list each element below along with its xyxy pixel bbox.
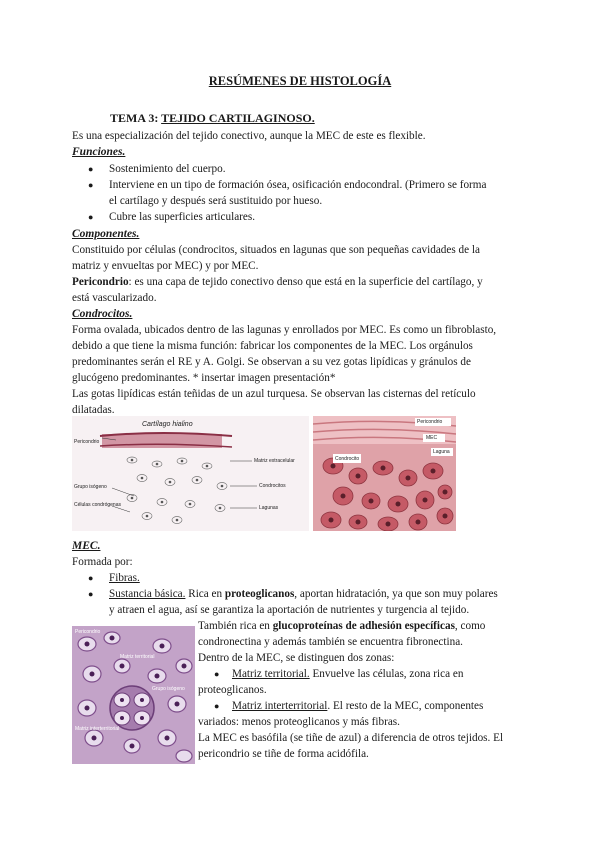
mec-text: condronectina y además también se encuentra fibronectina. [198, 636, 463, 648]
pericondrio-label: Pericondrio [72, 276, 129, 288]
funciones-item: Cubre las superficies articulares. [109, 211, 256, 223]
mec-text: pericondrio se tiñe de forma acidófila. [198, 748, 369, 760]
sketch-label: Células condrógenas [74, 502, 121, 508]
pericondrio-text: está vascularizado. [72, 292, 157, 304]
bullet-icon: ● [88, 212, 94, 222]
condrocitos-text: Forma ovalada, ubicados dentro de las lagunas y enrollados por MEC. Es como un fibroblasto, [72, 324, 497, 336]
proteoglicanos-term: proteoglicanos [224, 588, 295, 600]
mec-micro-label: Grupo isógeno [152, 686, 185, 692]
sketch-label: Lagunas [259, 505, 279, 511]
territorial-item-cont: proteoglicanos. [198, 684, 267, 696]
sketch-label: Pericondrio [74, 439, 100, 445]
funciones-item: Sostenimiento del cuerpo. [109, 163, 226, 175]
mec-text: También rica en glucoproteínas de adhesión específicas, como [198, 620, 486, 632]
sustancia-item: Sustancia básica. Rica en proteoglicanos, aportan hidratación, ya que son muy polares [109, 588, 498, 600]
mec-micrograph-image [72, 626, 195, 764]
mec-text: La MEC es basófila (se tiñe de azul) a diferencia de otros tejidos. El [198, 732, 504, 744]
micro-label: Laguna [433, 449, 450, 455]
funciones-item-cont: el cartílago y después será sustituido por hueso. [109, 195, 323, 207]
micro-label: MEC [426, 435, 438, 441]
mec-text: Dentro de la MEC, se distinguen dos zonas: [198, 652, 395, 664]
bullet-icon: ● [88, 573, 94, 583]
condrocitos-text: glucógeno predominantes. * insertar imagen presentación* [72, 372, 336, 384]
section-title [110, 111, 315, 126]
cartilage-micrograph-image [313, 416, 456, 531]
interterritorial-item-cont: variados: menos proteoglicanos y más fibras. [198, 716, 400, 728]
mec-micro-label: Matriz interterritorial [75, 726, 120, 732]
glucoproteinas-term: glucoproteínas de adhesión específicas [272, 620, 455, 632]
bullet-icon: ● [88, 164, 94, 174]
mec-formada: Formada por: [72, 556, 133, 568]
sketch-title: Cartílago hialino [142, 421, 193, 428]
territorial-item: Matriz territorial. Envuelve las células, zona rica en [232, 668, 464, 680]
interterritorial-label: Matriz interterritorial [232, 700, 328, 712]
cartilage-sketch-drawing [72, 416, 309, 531]
fibras-item: Fibras. [109, 572, 140, 584]
cartilage-micrograph-drawing [313, 416, 456, 531]
funciones-item: Interviene en un tipo de formación ósea, osificación endocondral. (Primero se forma [109, 179, 487, 191]
bullet-icon: ● [88, 180, 94, 190]
sustancia-label: Sustancia básica. [109, 588, 186, 600]
sketch-label: Grupo isógeno [74, 484, 107, 490]
sketch-label: Matriz extracelular [254, 458, 295, 464]
componentes-text: matriz y envueltas por MEC) y por MEC. [72, 260, 259, 272]
sketch-label: Condrocitos [259, 483, 286, 489]
mec-micro-label: Matriz territorial [120, 654, 155, 660]
condrocitos-text: dilatadas. [72, 404, 115, 416]
bullet-icon: ● [88, 589, 94, 599]
territorial-label: Matriz territorial. [232, 668, 310, 680]
cartilage-sketch-image [72, 416, 309, 531]
mec-heading: MEC. [72, 540, 101, 552]
componentes-text: Constituido por células (condrocitos, situados en lagunas que son pequeñas cavidades de la [72, 244, 480, 256]
page-title: RESÚMENES DE HISTOLOGÍA [208, 74, 392, 88]
condrocitos-text: debido a que tiene la misma función: fabricar los componentes de la MEC. Los orgánulos [72, 340, 473, 352]
funciones-heading: Funciones. [72, 146, 126, 158]
condrocitos-text: Las gotas lipídicas están teñidas de un azul turquesa. Se observan las cisternas del retículo [72, 388, 476, 400]
sustancia-item-cont: y atraen el agua, así se garantiza la aportación de nutrientes y turgencia al tejido. [109, 604, 470, 616]
componentes-heading: Componentes. [72, 228, 140, 240]
interterritorial-item: Matriz interterritorial. El resto de la MEC, componentes [232, 700, 484, 712]
condrocitos-text: predominantes serán el RE y A. Golgi. Se observan a su vez gotas lipídicas y gránulos de [72, 356, 471, 368]
mec-micro-label: Pericondrio [75, 629, 101, 635]
bullet-icon: ● [214, 669, 220, 679]
section-name: TEJIDO CARTILAGINOSO. [161, 111, 315, 125]
section-number: TEMA 3: [110, 111, 162, 125]
micro-label: Condrocito [335, 456, 360, 462]
pericondrio-text: Pericondrio: es una capa de tejido conectivo denso que está en la superficie del cartílago, y [72, 276, 483, 288]
intro-text: Es una especialización del tejido conectivo, aunque la MEC de este es flexible. [72, 130, 426, 142]
bullet-icon: ● [214, 701, 220, 711]
condrocitos-heading: Condrocitos. [72, 308, 133, 320]
mec-micrograph-drawing [72, 626, 195, 764]
micro-label: Pericondrio [417, 419, 443, 425]
